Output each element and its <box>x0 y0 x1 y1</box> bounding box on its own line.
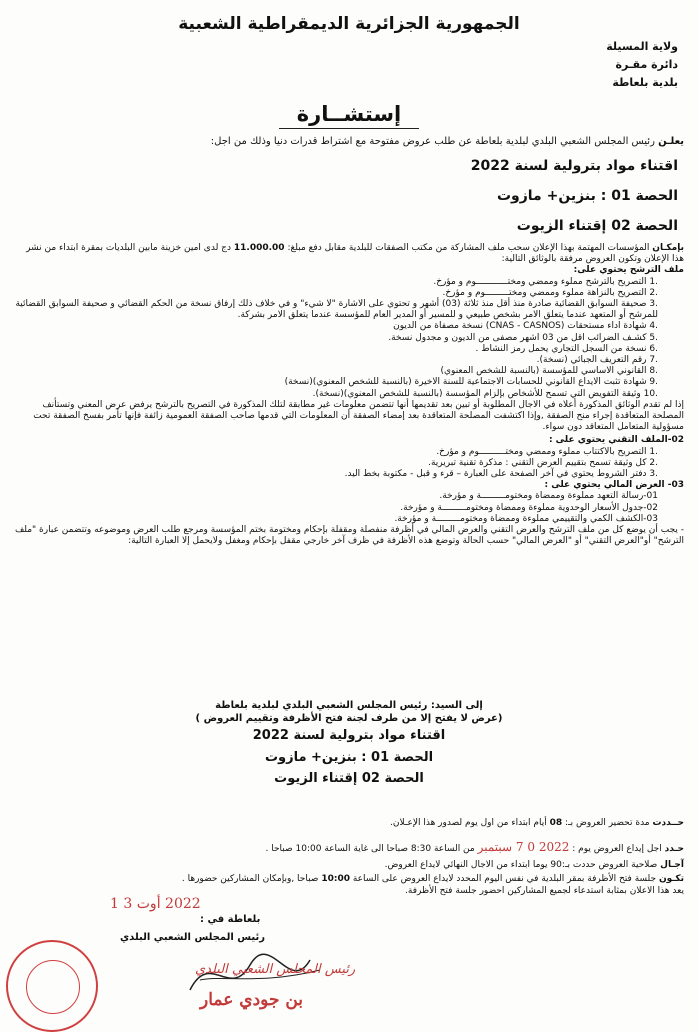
wilaya-line: ولاية المسيلة <box>606 40 678 53</box>
technical-heading: 02-الملف التقني يحتوي على : <box>548 435 684 446</box>
list-item: .6 نسخة من السجل التجاري يحمل رمز النشاط . <box>475 343 658 354</box>
daira-line: دائرة مقـرة <box>615 58 678 71</box>
envelope-warning: (عرض لا يفتح إلا من طرف لجنة فتح الأظرفة وتقييم العروض ) <box>195 713 503 724</box>
prep-period-line: حــددت مدة تحضير العروض بـ: 08 أيام ابتداء من اول يوم لصدور هذا الإعـلان. <box>390 818 684 828</box>
envelope-lot-2: الحصة 02 إقتناء الزيوت <box>274 771 424 786</box>
dossier-list <box>14 277 684 400</box>
technical-list <box>14 447 684 481</box>
lot-2-heading: الحصة 02 إقتناء الزيوت <box>516 218 678 234</box>
handwritten-deposit-date: 2022 0 7 سبتمبر <box>477 840 570 854</box>
signed-name: بن جودي عمار <box>200 990 304 1010</box>
invitation-line: يعد هذا الاعلان بمثابة استدعاء لجميع المشاركين احضور جلسة فتح الأظرفة. <box>405 886 684 896</box>
list-item: 02-جدول الأسعار الوحدوية مملوءة وممضاة ومختومـــــــــة و مؤرخة. <box>400 502 658 513</box>
warning-paragraph: إذا لم تقدم الوثائق المذكورة أعلاه في الاجال المطلوبة أو تبين بعد تقديمها أنها تتضمن معلومات غير مطابقة لتلك المذكورة في التصريح بالترشح يرفض عرض المعني وتستأنف المصلحة المتعاقدة إجراء منح الصفقة ,وإذا اكتشفت المصلحة المتعاقدة بعد إمضاء الصفقة أن المعلومات التي قدمها صاحب الصفقة العمومية زائفة فإنها تأمر بفسخ الصفقة تحت مسؤولية المتعامل المتعاقد دون سواء. <box>33 399 684 433</box>
republic-title: الجمهورية الجزائرية الديمقراطية الشعبية <box>178 14 520 34</box>
list-item: .9 شهادة تثبت الايداع القانوني للحسابات الاجتماعية للسنة الاخيرة (بالنسبة للشخص المعنوي)(نسخة) <box>284 377 658 388</box>
envelope-subject: اقتناء مواد بترولية لسنة 2022 <box>252 728 446 743</box>
list-item: .4 شهادة اداء مستحقات (CNAS - CASNOS) نسخة مصفاة من الديون <box>393 321 658 332</box>
financial-heading: 03- العرض المالي يحتوي على : <box>544 480 684 491</box>
lot-1-heading: الحصة 01 : بنزين+ مازوت <box>496 188 678 204</box>
list-item: .5 كشـف الضرائب اقل من 03 اشهر مصفى من الديون و مجدول نسخة. <box>388 332 658 343</box>
envelope-recipient: إلى السيد: رئيس المجلس الشعبي البلدي لبلدية بلعاطة <box>215 700 483 711</box>
stamp-emblem <box>26 960 80 1014</box>
conditions-block <box>14 243 684 547</box>
subject-heading: اقتناء مواد بترولية لسنة 2022 <box>470 158 678 174</box>
list-item: .8 القانوني الاساسي للمؤسسة (بالنسبة للشخص المعنوي) <box>440 366 658 377</box>
withdraw-label: بإمكـان <box>652 243 684 253</box>
list-item: .2 التصريح بالنزاهة مملوء وممضي ومختـــــــــوم و مؤرخ. <box>442 287 658 298</box>
envelope-lot-1: الحصة 01 : بنزين+ مازوت <box>264 750 434 765</box>
official-stamp <box>6 940 98 1032</box>
list-item: .3 صحيفة السوابق القضائية صادرة منذ أقل منذ ثلاثة (03) أشهر و تحتوي على الاشارة "لا شيء" و في خلاف ذلك إرفاق نسخة من الحكم القضائي و صحيفة السوابق القضائية للمرشح أو المتعهد عندما يتعلق الامر بشخص طبيعي و للمسير أو المدير العام للمؤسسة عندما يتعلق الامر بشركة. <box>15 299 658 321</box>
list-item: 01-رسالة التعهد مملوءة وممضاة ومختومـــــــــة و مؤرخة. <box>439 491 658 502</box>
financial-list <box>14 491 684 525</box>
intro-label: يعلـن <box>658 136 684 147</box>
list-item: .7 رقم التعريف الجبائي (نسخة). <box>536 355 658 366</box>
list-item: 03-الكشف الكمي والتقييمي مملوءة وممضاة ومختومـــــــــة و مؤرخة. <box>394 513 658 524</box>
commune-line: بلدية بلعاطة <box>612 76 678 89</box>
envelope-paragraph: - يجب أن يوضع كل من ملف الترشح والعرض التقني والعرض المالي في أظرفة منفصلة ومقفلة بإحكام ومختومة بختم المؤسسة ومرجع طلب العرض وموضوعه وتتضمن عبارة "ملف الترشح" أو"العرض التقني" أو "العرض المالي" حسب الحالة وتوضع هذه الأظرفة في ظرف آخر خارجي مقفل بإحكام ومغفل ولايحمل إلا العبارة التالية: <box>14 525 684 547</box>
signed-title: رئيس المجلس الشعبي البلدي <box>195 962 356 977</box>
signatory-role: رئيس المجلس الشعبي البلدي <box>120 932 265 943</box>
intro-text: رئيس المجلس الشعبي البلدي لبلدية بلعاطة عن طلب عروض مفتوحة مع اشتراط قدرات دنيا وذلك من اجل: <box>210 136 655 147</box>
dossier-heading: ملف الترشح يحتوي على: <box>573 265 684 276</box>
list-item: .3 دفتر الشروط يحتوي في آخر الصفحة على العبارة – قرء و قبل - مكتوبة بخط اليد. <box>344 469 658 480</box>
list-item: .2 كل وثيقة تسمح بتقييم العرض التقني : مذكرة تقنية تبريرية. <box>428 457 658 468</box>
handwritten-signing-date: 2022 أوت 3 1 <box>110 896 201 912</box>
list-item: .10 وثيقة التفويض التي تسمح للأشخاص بإلزام المؤسسة (بالنسبة للشخص المعنوي)(نسخة). <box>312 388 658 399</box>
deposit-deadline-line: حـدد اجل إيداع العروض يوم : 2022 0 7 سبتمبر من الساعة 8:30 صباحا الى غاية الساعة 10:00 صباحا . <box>265 840 684 854</box>
withdraw-tail: دج لدى امين خزينة مابين البلديات بمقرة ابتداء من نشر هذا الإعلان وتكون العروض مرفقة بالوثائق التالية: <box>26 243 684 265</box>
title-underline <box>279 128 419 129</box>
opening-line: تكـون جلسة فتح الأظرفة بمقر البلدية في نفس اليوم المحدد لايداع العروض على الساعة 10:00 صباحا ,وبإمكان المشاركين حضورها . <box>181 874 684 884</box>
intro-paragraph <box>14 136 684 147</box>
validity-line: آجـال صلاحية العروض حددت بـ:90 يوما ابتداء من الاجال النهائي لايداع العروض. <box>384 860 684 870</box>
signing-place: بلعاطة في : <box>200 914 261 925</box>
notice-title: إستشــارة <box>296 102 402 126</box>
list-item: .1 التصريح بالاكتتاب مملوء وممضي ومختــــــــــوم و مؤرخ. <box>436 446 658 457</box>
amount-value: 11.000.00 <box>233 243 285 253</box>
withdraw-paragraph <box>14 243 684 265</box>
list-item: .1 التصريح بالترشح مملوء وممضي ومختــــــــــــوم و مؤرخ. <box>433 276 658 287</box>
withdraw-text: المؤسسات المهتمة بهذا الإعلان سحب ملف المشاركة من مكتب الصفقات للبلدية مقابل دفع مبلغ: <box>287 243 650 253</box>
